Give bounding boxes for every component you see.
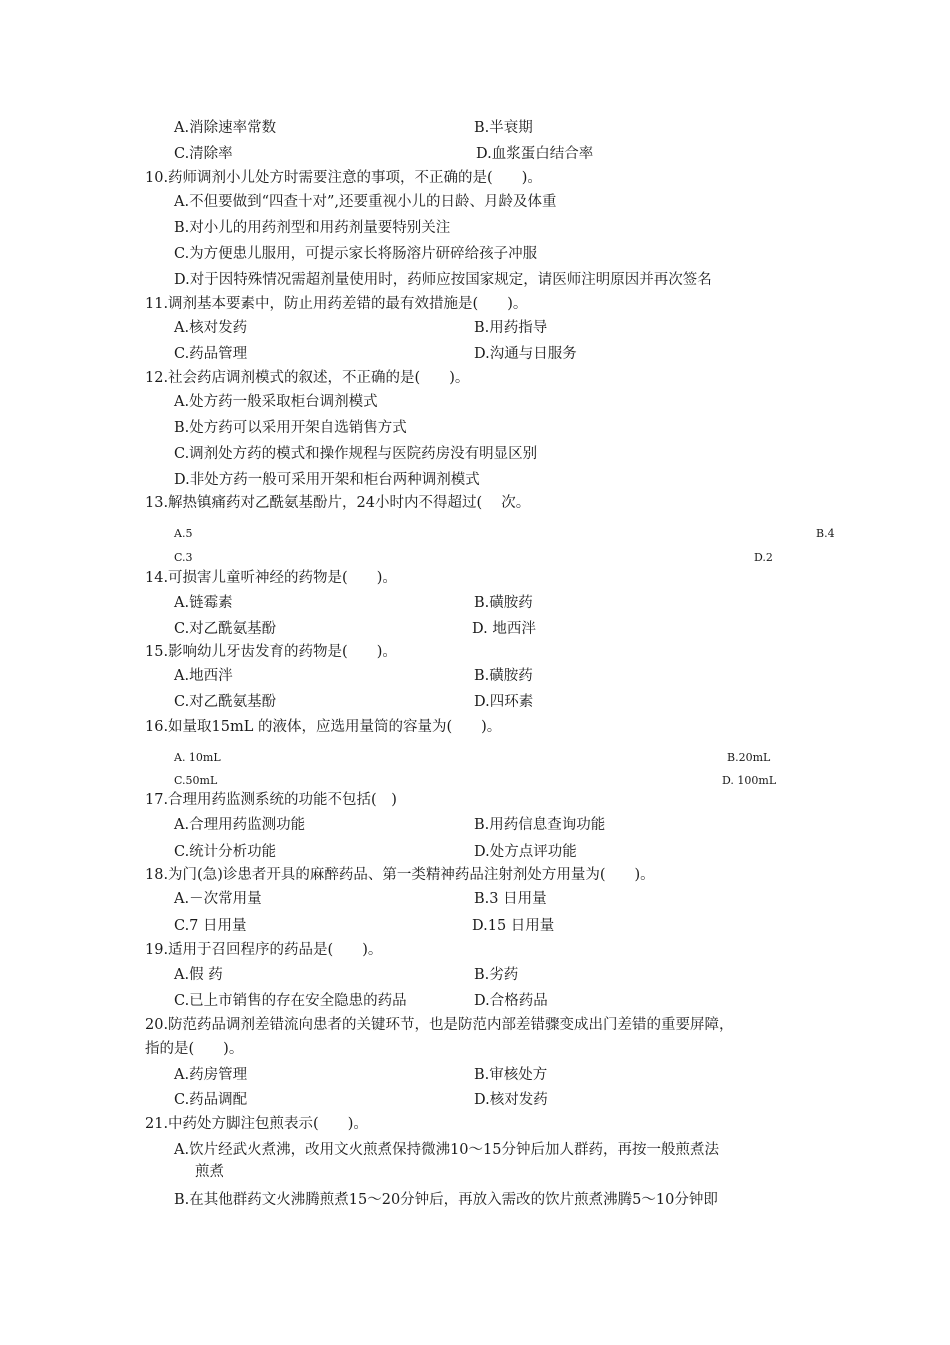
q16-option-d: D. 100mL — [722, 774, 777, 787]
question-20-stem-continued: 指的是( )。 — [145, 1041, 244, 1057]
q9-option-c: C.清除率 — [174, 146, 233, 162]
q18-option-c: C.7 日用量 — [174, 918, 247, 934]
q11-option-d: D.沟通与日服务 — [474, 346, 577, 362]
q14-option-a: A.链霉素 — [174, 595, 233, 611]
q18-option-a: A.－次常用量 — [174, 891, 262, 907]
q14-option-b: B.磺胺药 — [474, 595, 533, 611]
q13-option-a: A.5 — [174, 527, 193, 540]
q12-option-b: B.处方药可以采用开架自选销售方式 — [174, 420, 407, 436]
q11-option-c: C.药品管理 — [174, 346, 248, 362]
q20-option-a: A.药房管理 — [174, 1067, 248, 1083]
q20-option-c: C.药品调配 — [174, 1092, 248, 1108]
q9-option-d: D.血浆蛋白结合率 — [476, 146, 594, 162]
question-11-stem: 11.调剂基本要素中，防止用药差错的最有效措施是( )。 — [145, 296, 528, 312]
q14-option-c: C.对乙酰氨基酚 — [174, 621, 277, 637]
q15-option-d: D.四环素 — [474, 694, 534, 710]
q21-option-b: B.在其他群药文火沸腾煎煮15～20分钟后，再放入需改的饮片煎煮沸腾5～10分钟即 — [174, 1192, 718, 1208]
q15-option-b: B.磺胺药 — [474, 668, 533, 684]
q20-option-d: D.核对发药 — [474, 1092, 548, 1108]
q17-option-a: A.合理用药监测功能 — [174, 817, 306, 833]
question-14-stem: 14.可损害儿童听神经的药物是( )。 — [145, 570, 397, 586]
question-12-stem: 12.社会药店调剂模式的叙述，不正确的是( )。 — [145, 370, 470, 386]
q10-option-c: C.为方便患儿服用，可提示家长将肠溶片研碎给孩子冲服 — [174, 246, 538, 262]
q17-option-c: C.统计分析功能 — [174, 844, 277, 860]
q18-option-b: B.3 日用量 — [474, 891, 547, 907]
q10-option-d: D.对于因特殊情况需超剂量使用时，药师应按国家规定，请医师注明原因并再次签名 — [174, 272, 712, 288]
question-16-stem: 16.如量取15mL 的液体，应选用量筒的容量为( )。 — [145, 719, 502, 735]
q21-option-a: A.饮片经武火煮沸，改用文火煎煮保持微沸10～15分钟后加人群药，再按一般煎煮法 — [174, 1142, 719, 1158]
q9-option-b: B.半衰期 — [474, 120, 533, 136]
question-18-stem: 18.为门(急)诊患者开具的麻醉药品、第一类精神药品注射剂处方用量为( )。 — [145, 867, 655, 883]
question-20-stem: 20.防范药品调剂差错流向患者的关键环节，也是防范内部差错骤变成出门差错的重要屏障， — [145, 1017, 734, 1033]
q13-option-b: B.4 — [816, 527, 835, 540]
q20-option-b: B.审核处方 — [474, 1067, 548, 1083]
question-15-stem: 15.影响幼儿牙齿发育的药物是( )。 — [145, 644, 397, 660]
q10-option-b: B.对小儿的用药剂型和用药剂量要特别关注 — [174, 220, 451, 236]
q16-option-a: A. 10mL — [174, 751, 221, 764]
q17-option-d: D.处方点评功能 — [474, 844, 577, 860]
q16-option-c: C.50mL — [174, 774, 218, 787]
q15-option-c: C.对乙酰氨基酚 — [174, 694, 277, 710]
q16-option-b: B.20mL — [727, 751, 771, 764]
q19-option-a: A.假 药 — [174, 967, 223, 983]
question-19-stem: 19.适用于召回程序的药品是( )。 — [145, 942, 383, 958]
q15-option-a: A.地西泮 — [174, 668, 233, 684]
q12-option-d: D.非处方药一般可采用开架和柜台两种调剂模式 — [174, 472, 480, 488]
q17-option-b: B.用药信息查询功能 — [474, 817, 606, 833]
q19-option-b: B.劣药 — [474, 967, 519, 983]
q11-option-b: B.用药指导 — [474, 320, 548, 336]
question-13-stem: 13.解热镇痛药对乙酰氨基酚片，24小时内不得超过( 次。 — [145, 495, 531, 511]
q18-option-d: D.15 日用量 — [472, 918, 555, 934]
question-21-stem: 21.中药处方脚注包煎表示( )。 — [145, 1116, 368, 1132]
q13-option-d: D.2 — [754, 551, 773, 564]
q9-option-a: A.消除速率常数 — [174, 120, 277, 136]
q13-option-c: C.3 — [174, 551, 193, 564]
q12-option-c: C.调剂处方药的模式和操作规程与医院药房没有明显区别 — [174, 446, 538, 462]
q21-option-a-continued: 煎煮 — [195, 1164, 224, 1180]
question-10-stem: 10.药师调剂小儿处方时需要注意的事项，不正确的是( )。 — [145, 170, 542, 186]
question-17-stem: 17.合理用药监测系统的功能不包括( ) — [145, 792, 397, 808]
q19-option-c: C.已上市销售的存在安全隐患的药品 — [174, 993, 407, 1009]
q14-option-d: D. 地西泮 — [472, 621, 536, 637]
q19-option-d: D.合格药品 — [474, 993, 548, 1009]
q11-option-a: A.核对发药 — [174, 320, 248, 336]
q10-option-a: A.不但要做到“四查十对”,还要重视小儿的日龄、月龄及体重 — [174, 194, 557, 210]
q12-option-a: A.处方药一般采取柜台调剂模式 — [174, 394, 378, 410]
